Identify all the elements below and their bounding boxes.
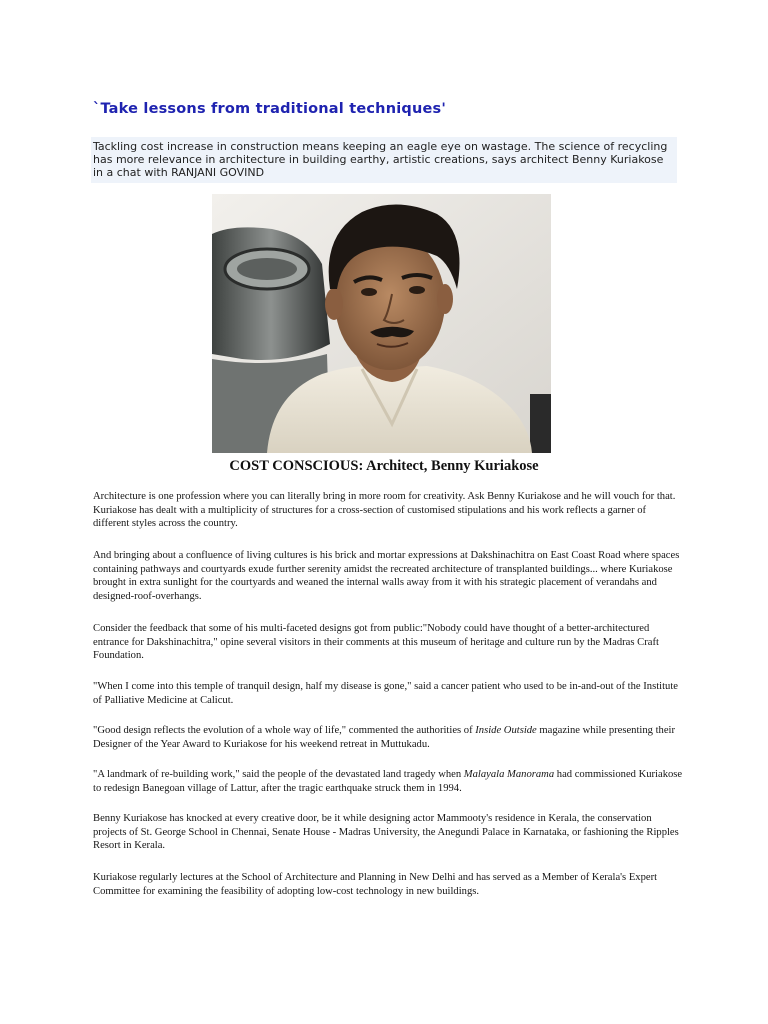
article-paragraph-1: Architecture is one profession where you can literally bring in more room for creativity. Ask Benny Kuriakose and he will vouch for that. Kuriakose has dealt with a multiplicity of structures for a cross-section of customised stipulations and his work reflects a garner of different styles across the country.	[93, 491, 676, 530]
paragraph-6-lead: "A landmark of re-building work," said the people of the devastated land tragedy when	[93, 769, 464, 780]
paragraph-6-tail: had commissioned Kuriakose to redesign Banegoan village of Lattur, after the tragic earthquake struck them in 1994.	[93, 769, 683, 794]
paragraph-5-tail: magazine while presenting their Designer of the Year Award to Kuriakose for his weekend retreat in Muttukadu.	[93, 725, 676, 750]
article-paragraph-2: And bringing about a confluence of living cultures is his brick and mortar expressions at Dakshinachitra on East Coast Road where spaces containing pathways and courtyards exude further serenity amidst the recreated architecture of transplanted buildings... where Kuriakose brought in extra sunlight for the courtyards and weaned the internal walls away from it with his strategic placement of verandahs and designed-roof-overhangs.	[93, 550, 680, 602]
paragraph-5-lead: "Good design reflects the evolution of a whole way of life," commented the authorities of	[93, 725, 476, 736]
photo-caption: COST CONSCIOUS: Architect, Benny Kuriakose	[229, 458, 539, 474]
portrait-photo	[212, 194, 551, 453]
newspaper-title: Malayala Manorama	[463, 769, 555, 780]
article-standfirst: Tackling cost increase in construction means keeping an eagle eye on wastage. The science of recycling has more relevance in architecture in building earthy, artistic creations, says architect Benny Kuriakose in a chat with RANJANI GOVIND	[91, 137, 677, 183]
magazine-title: Inside Outside	[475, 725, 537, 736]
article-paragraph-5	[93, 724, 683, 751]
article-paragraph-8: Kuriakose regularly lectures at the School of Architecture and Planning in New Delhi and has served as a Member of Kerala's Expert Committee for examining the feasibility of adopting low-cost technology in new buildings.	[93, 872, 658, 897]
article-paragraph-3: Consider the feedback that some of his multi-faceted designs got from public:"Nobody could have thought of a better-architectured entrance for Dakshinachitra," opine several visitors in their comments at this museum of heritage and culture run by the Madras Craft Foundation.	[93, 623, 659, 662]
article-paragraph-7: Benny Kuriakose has knocked at every creative door, be it while designing actor Mammooty's residence in Kerala, the conservation projects of St. George School in Chennai, Senate House - Madras University, the Anegundi Palace in Karnataka, or fashioning the Ripples Resort in Kerala.	[93, 813, 679, 852]
article-headline: `Take lessons from traditional techniques'	[93, 101, 446, 117]
article-paragraph-4: "When I come into this temple of tranquil design, half my disease is gone," said a cancer patient who used to be in-and-out of the Institute of Palliative Medicine at Calicut.	[93, 681, 678, 706]
article-paragraph-6	[93, 768, 683, 795]
